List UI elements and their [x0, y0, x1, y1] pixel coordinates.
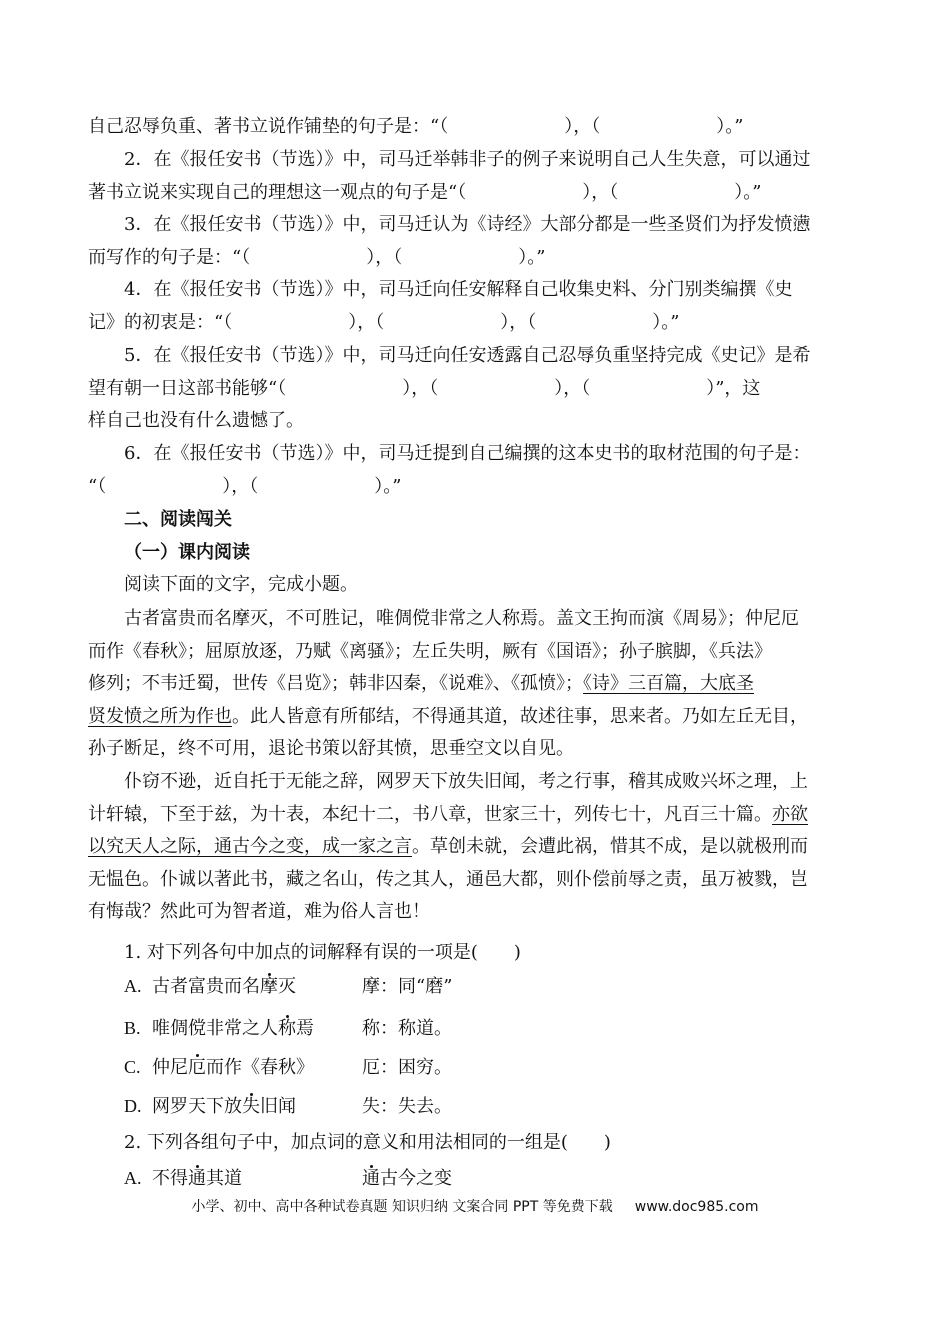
- item1-text-a: 自己忍辱负重、著书立说作铺垫的句子是：“（: [88, 116, 449, 137]
- underlined-sentence: 亦欲: [772, 803, 808, 825]
- section-heading-block: [88, 504, 862, 602]
- page-footer: [0, 1196, 950, 1216]
- passage-text: 。此人皆意有所郁结，不得通其道，故述往事，思来者。乃如左丘无目，: [232, 705, 808, 727]
- fill-item-1: [88, 111, 862, 144]
- item4-line1: 4．在《报任安书（节选）》中，司马迁向任安解释自己收集史料、分门别类编撰《史: [124, 279, 793, 300]
- item3-text-a: 而写作的句子是：“（: [88, 246, 251, 268]
- footer-url[interactable]: www.doc985.com: [634, 1199, 759, 1215]
- passage-line: 有悔哉？然此可为智者道，难为俗人言也！: [88, 901, 430, 922]
- passage-text: 修列；不韦迁蜀，世传《吕览》；韩非囚秦，《说难》、《孤愤》；: [88, 673, 583, 694]
- item5-line1: 5．在《报任安书（节选）》中，司马迁向任安透露自己忍辱负重坚持完成《史记》是希: [124, 345, 811, 366]
- dotted-word: 失: [242, 1096, 260, 1117]
- fill-item-3: [88, 209, 862, 274]
- item5-text-b: ），（: [402, 377, 439, 399]
- fill-item-6: [88, 438, 862, 503]
- option-text: 网罗天下放: [152, 1096, 242, 1117]
- dotted-word: 通: [188, 1168, 206, 1189]
- reading-instruction: 阅读下面的文字，完成小题。: [124, 574, 358, 595]
- item6-text-a: “（: [88, 475, 107, 497]
- item2-text-c: ）。”: [734, 181, 762, 203]
- item3-line1: 3．在《报任安书（节选）》中，司马迁认为《诗经》大部分都是一些圣贤们为抒发愤懑: [124, 214, 811, 235]
- option-text: 其道: [206, 1168, 242, 1189]
- question-1-option-c[interactable]: [124, 1053, 452, 1079]
- item2-line1: 2．在《报任安书（节选）》中，司马迁举韩非子的例子来说明自己人生失意，可以通过: [124, 149, 811, 170]
- question-1-option-a[interactable]: [124, 972, 452, 998]
- passage-line: 而作《春秋》；屈原放逐，乃赋《离骚》；左丘失明，厥有《国语》；孙子膑脚，《兵法》: [88, 640, 772, 662]
- question-1-stem: 1. 对下列各句中加点的词解释有误的一项是( ): [124, 942, 521, 963]
- option-letter: A.: [124, 976, 142, 996]
- item3-text-b: ），（: [366, 246, 403, 268]
- item1-text-b: ），（: [564, 116, 601, 137]
- passage-paragraph-2: [88, 766, 862, 929]
- item4-text-a: 记》的初衷是：“（: [88, 311, 233, 333]
- option-text: 仲尼: [152, 1057, 188, 1078]
- option-text: 而作《春秋》: [206, 1057, 314, 1078]
- section-title: 二、阅读闯关: [124, 509, 232, 530]
- question-1-option-b[interactable]: [124, 1014, 452, 1040]
- option-text: 古今之变: [380, 1168, 452, 1189]
- item6-text-b: ），（: [222, 475, 259, 497]
- item6-line1: 6．在《报任安书（节选）》中，司马迁提到自己编撰的这本史书的取材范围的句子是：: [124, 443, 811, 464]
- underlined-sentence: 贤发愤之所为作也: [88, 705, 232, 727]
- option-explanation: 摩：同“磨”: [362, 976, 453, 997]
- item4-text-c: ），（: [500, 311, 537, 333]
- passage-line: 孙子断足，终不可用，退论书策以舒其愤，思垂空文以自见。: [88, 738, 574, 759]
- item5-text-c: ），（: [554, 377, 591, 399]
- option-text: 古者富贵而名: [152, 976, 260, 997]
- passage-line: 无愠色。仆诚以著此书，藏之名山，传之其人，通邑大都，则仆偿前辱之责，虽万被戮，岂: [88, 868, 808, 890]
- option-letter: B.: [124, 1018, 141, 1038]
- passage-paragraph-1: [88, 603, 862, 766]
- question-2-option-a[interactable]: [124, 1164, 452, 1190]
- passage-text: 。草创未就，会遭此祸，惜其不成，是以就极刑而: [412, 836, 808, 857]
- item4-text-b: ），（: [348, 311, 385, 333]
- item4-text-d: ）。”: [652, 311, 680, 333]
- question-1-option-d[interactable]: [124, 1092, 452, 1118]
- passage-line: 仆窃不逊，近自托于无能之辞，网罗天下放失旧闻，考之行事，稽其成败兴坏之理，上: [124, 771, 808, 792]
- option-text: 唯倜傥非常之人: [152, 1018, 278, 1039]
- fill-item-4: [88, 274, 862, 339]
- dotted-word: 通: [362, 1168, 380, 1189]
- option-text: 焉: [296, 1018, 314, 1039]
- underlined-sentence: 《诗》三百篇，大底圣: [583, 673, 754, 694]
- item1-text-c: ）。”: [716, 116, 744, 137]
- footer-text: 小学、初中、高中各种试卷真题 知识归纳 文案合同 PPT 等免费下载: [191, 1199, 613, 1215]
- option-letter: C.: [124, 1057, 141, 1077]
- dotted-word: 厄: [188, 1057, 206, 1078]
- option-letter: D.: [124, 1096, 142, 1116]
- option-explanation: 称：称道。: [362, 1018, 452, 1039]
- passage-line: 古者富贵而名摩灭，不可胜记，唯倜傥非常之人称焉。盖文王拘而演《周易》；仲尼厄: [124, 608, 799, 629]
- question-2-stem: 2. 下列各组句子中，加点词的意义和用法相同的一组是( ): [124, 1132, 611, 1153]
- item2-text-b: ），（: [582, 181, 619, 203]
- option-explanation: 失：失去。: [362, 1096, 452, 1117]
- dotted-word: 称: [278, 1018, 296, 1039]
- option-explanation: 厄：困穷。: [362, 1057, 452, 1078]
- option-text: 旧闻: [260, 1096, 296, 1117]
- item6-text-c: ）。”: [374, 475, 402, 497]
- underlined-sentence: 以究天人之际，通古今之变，成一家之言: [88, 836, 412, 857]
- item3-text-c: ）。”: [518, 246, 546, 268]
- fill-item-2: [88, 144, 862, 209]
- fill-item-5: [88, 340, 862, 438]
- section-subtitle: （一）课内阅读: [124, 541, 250, 563]
- item2-text-a: 著书立说来实现自己的理想这一观点的句子是“（: [88, 181, 467, 203]
- passage-text: 计轩辕，下至于兹，为十表，本纪十二，书八章，世家三十，列传七十，凡百三十篇。: [88, 803, 772, 825]
- option-letter: A.: [124, 1168, 142, 1188]
- option-text: 灭: [278, 976, 296, 997]
- item5-text-a: 望有朝一日这部书能够“（: [88, 377, 287, 399]
- option-text: 不得: [152, 1168, 188, 1189]
- item5-text-d: ）”，这: [706, 377, 761, 399]
- item5-line3: 样自己也没有什么遗憾了。: [88, 410, 304, 431]
- dotted-word: 摩: [260, 976, 278, 997]
